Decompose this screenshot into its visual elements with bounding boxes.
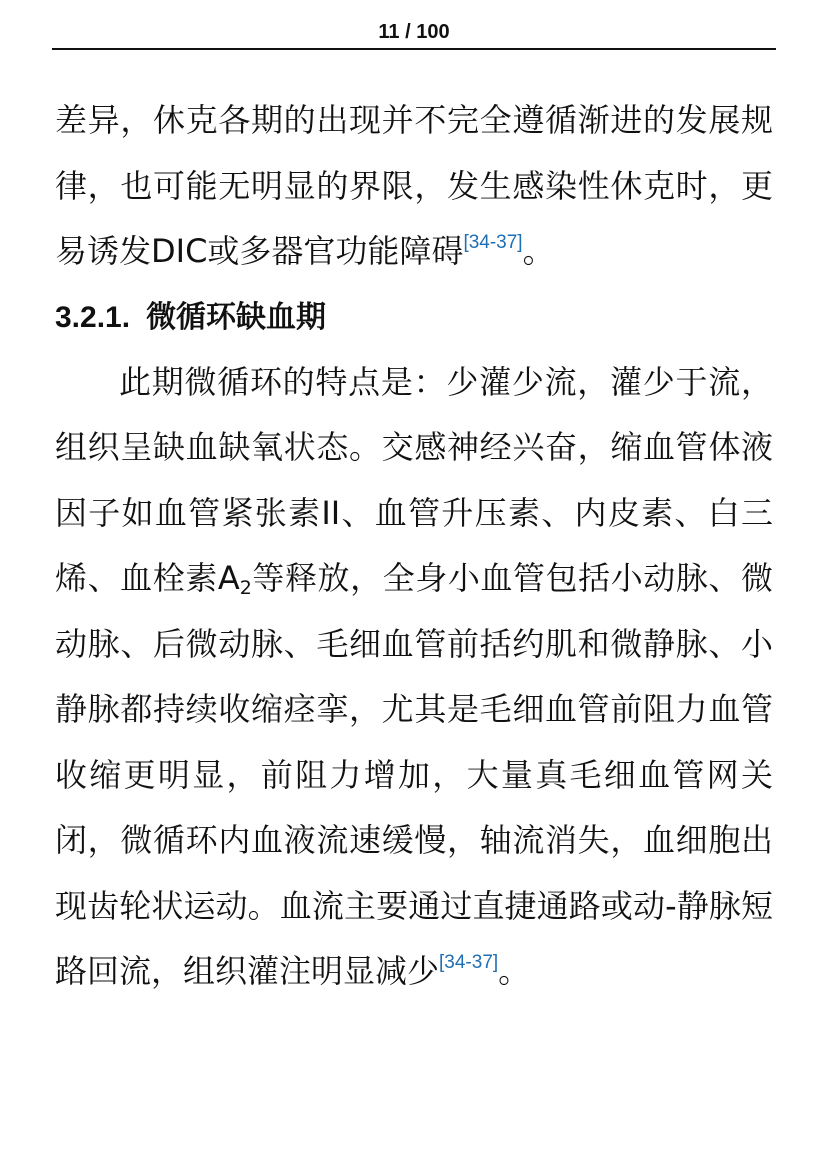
section-number: 3.2.1. [55, 300, 131, 334]
paragraph-body-text-1: 此期微循环的特点是：少灌少流，灌少于流，组织呈缺血缺氧状态。交感神经兴奋，缩血管体液因子如血管紧张素II、血管升压素、内皮素、白三烯、血栓素A [55, 362, 773, 597]
paragraph-end: 。 [522, 232, 555, 270]
paragraph-body-text-2: 等释放，全身小血管包括小动脉、微动脉、后微动脉、毛细血管前括约肌和微静脉、小静脉都持续收缩痉挛，尤其是毛细血管前阻力血管收缩更明显，前阻力增加，大量真毛细血管网关闭，微循环内血液流速缓慢，轴流消失，血细胞出现齿轮状运动。血流主要通过直捷通路或动-静脉短路回流，组织灌注明显减少 [55, 559, 773, 990]
page-header [52, 18, 776, 50]
paragraph-intro-text: 差异，休克各期的出现并不完全遵循渐进的发展规律，也可能无明显的界限，发生感染性休克时，更易诱发DIC或多器官功能障碍 [55, 101, 773, 270]
section-title: 微循环缺血期 [146, 299, 327, 335]
paragraph-end: 。 [498, 952, 531, 990]
citation-link[interactable]: [34-37] [463, 232, 523, 253]
page-indicator: 11 / 100 [378, 21, 450, 43]
paragraph-body [55, 350, 773, 1005]
citation-link[interactable]: [34-37] [439, 952, 499, 973]
subscript: 2 [239, 577, 252, 599]
section-heading [55, 285, 773, 350]
paragraph-intro [55, 88, 773, 285]
document-body [55, 88, 773, 1005]
